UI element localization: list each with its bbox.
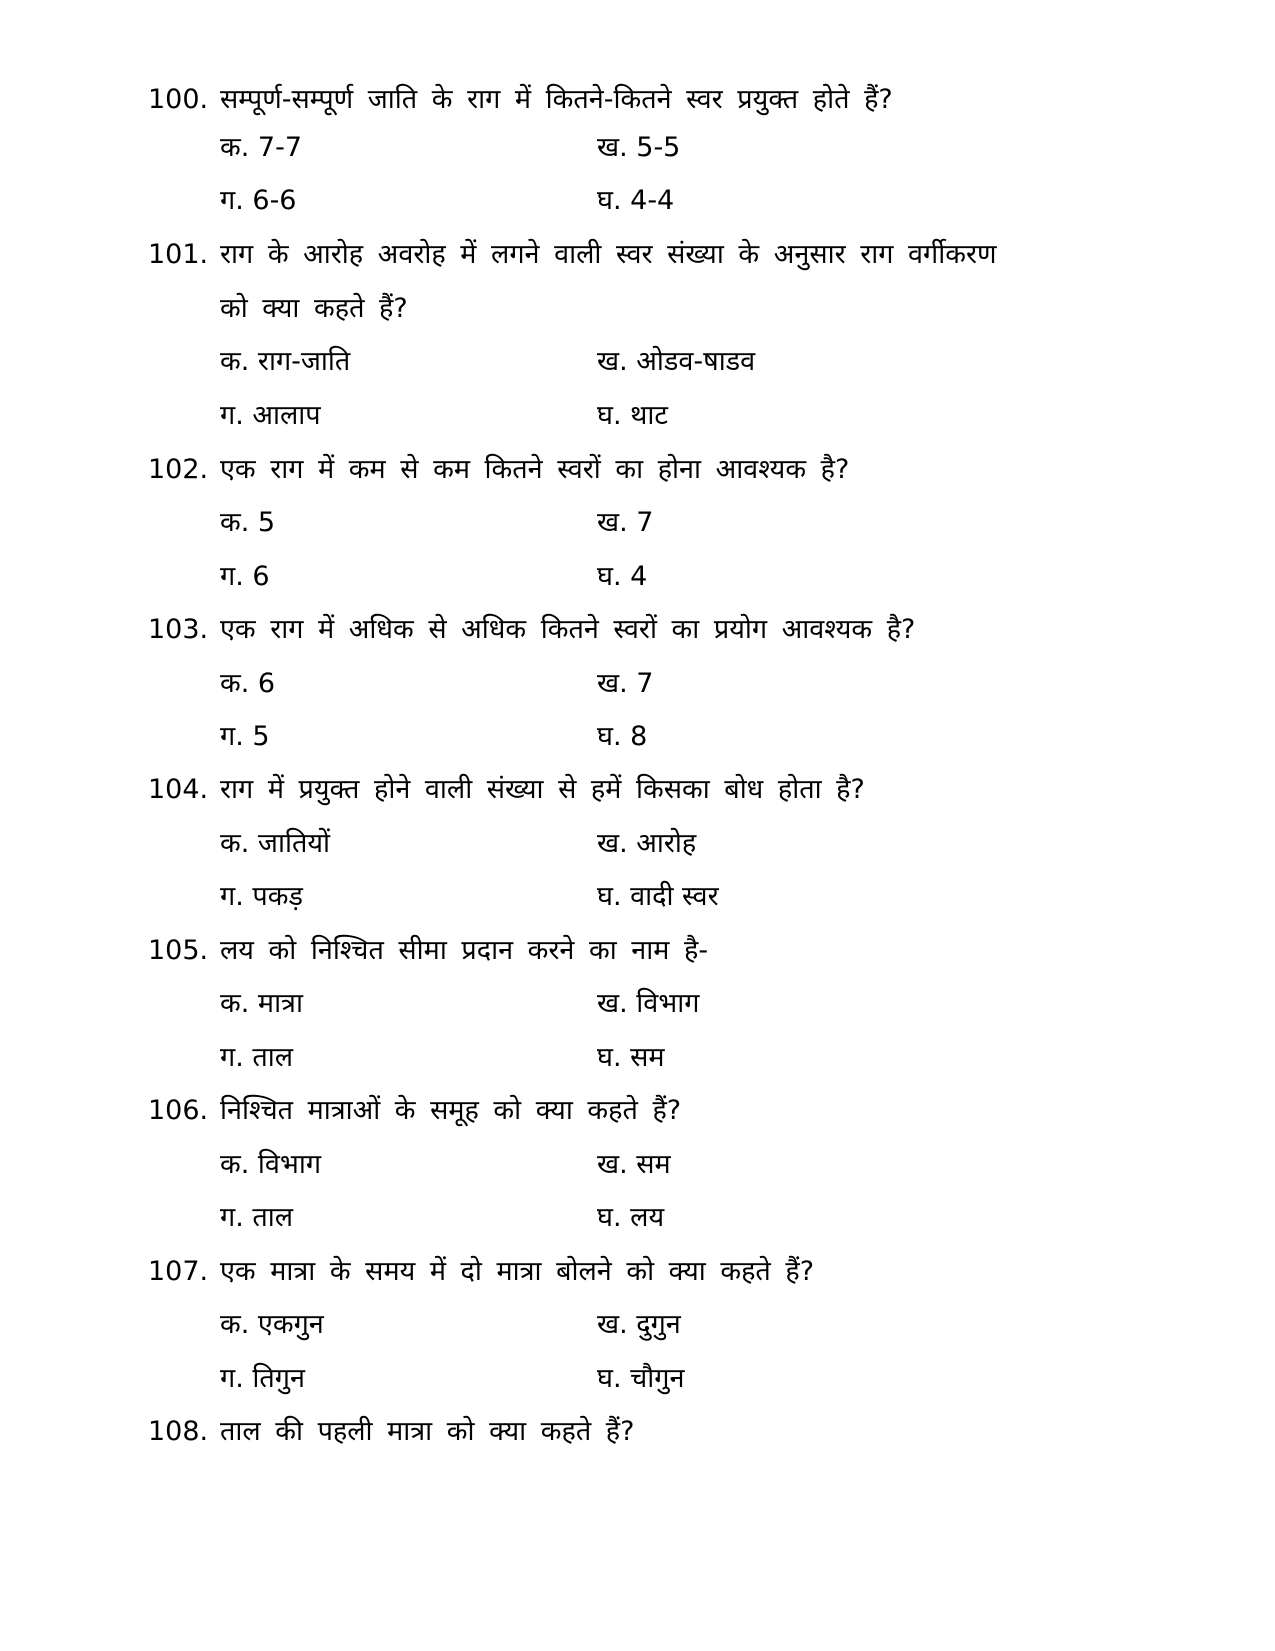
option-gha bbox=[597, 1361, 684, 1397]
option-gha bbox=[597, 398, 668, 434]
question-number: 101. bbox=[148, 239, 209, 270]
option-text: तिगुन bbox=[252, 1363, 305, 1394]
question-text: सम्पूर्ण-सम्पूर्ण जाति के राग में कितने-कितने स्वर प्रयुक्त होते हैं? bbox=[220, 84, 893, 115]
option-gha bbox=[597, 1200, 664, 1236]
option-label: ग. bbox=[220, 1042, 244, 1073]
option-label: ग. bbox=[220, 400, 244, 431]
option-label: ग. bbox=[220, 1363, 244, 1394]
option-text: ताल bbox=[252, 1202, 294, 1233]
option-text: विभाग bbox=[636, 988, 700, 1019]
option-label: घ. bbox=[597, 561, 622, 592]
option-label: क. bbox=[220, 346, 250, 377]
option-gha bbox=[597, 719, 647, 755]
option-label: क. bbox=[220, 988, 250, 1019]
option-gha bbox=[597, 1040, 665, 1076]
option-kha bbox=[597, 826, 696, 862]
option-label: ख. bbox=[597, 132, 628, 163]
option-ka bbox=[220, 505, 275, 541]
option-text: जातियों bbox=[257, 828, 330, 859]
option-text: 4 bbox=[630, 561, 648, 592]
option-label: घ. bbox=[597, 881, 622, 912]
option-text: ताल bbox=[252, 1042, 294, 1073]
question-number: 108. bbox=[148, 1416, 209, 1447]
option-gha bbox=[597, 183, 674, 219]
option-text: 6 bbox=[257, 668, 276, 699]
question-number: 102. bbox=[148, 454, 209, 485]
option-gha bbox=[597, 879, 719, 915]
option-label: क. bbox=[220, 132, 250, 163]
option-text: आलाप bbox=[252, 400, 321, 431]
option-text: ओडव-षाडव bbox=[636, 346, 756, 377]
option-label: ग. bbox=[220, 185, 244, 216]
option-kha bbox=[597, 344, 755, 380]
option-text: मात्रा bbox=[257, 988, 303, 1019]
option-text: सम bbox=[630, 1042, 665, 1073]
option-text: थाट bbox=[630, 400, 668, 431]
option-ka bbox=[220, 666, 275, 702]
question-text: एक राग में कम से कम कितने स्वरों का होना आवश्यक है? bbox=[220, 454, 850, 485]
option-ka bbox=[220, 986, 303, 1022]
question-text: राग में प्रयुक्त होने वाली संख्या से हमें किसका बोध होता है? bbox=[220, 774, 865, 805]
option-label: क. bbox=[220, 507, 250, 538]
option-kha bbox=[597, 130, 680, 166]
option-text: 7 bbox=[636, 507, 654, 538]
option-text: 5 bbox=[257, 507, 276, 538]
option-ka bbox=[220, 344, 350, 380]
option-text: 7 bbox=[636, 668, 654, 699]
option-text: सम bbox=[636, 1149, 671, 1180]
option-text: दुगुन bbox=[636, 1309, 681, 1340]
option-label: ख. bbox=[597, 1149, 628, 1180]
question-text: एक मात्रा के समय में दो मात्रा बोलने को क्या कहते हैं? bbox=[220, 1256, 815, 1287]
question-text: राग के आरोह अवरोह में लगने वाली स्वर संख्या के अनुसार राग वर्गीकरण bbox=[220, 239, 997, 270]
question-text: एक राग में अधिक से अधिक कितने स्वरों का प्रयोग आवश्यक है? bbox=[220, 614, 916, 645]
option-text: विभाग bbox=[257, 1149, 322, 1180]
option-text: 8 bbox=[630, 721, 648, 752]
option-label: घ. bbox=[597, 721, 622, 752]
option-gha bbox=[597, 559, 647, 595]
option-label: घ. bbox=[597, 400, 622, 431]
option-text: आरोह bbox=[636, 828, 697, 859]
option-kha bbox=[597, 986, 699, 1022]
option-ga bbox=[220, 398, 321, 434]
option-ga bbox=[220, 1040, 293, 1076]
question-number: 107. bbox=[148, 1256, 209, 1287]
option-ka bbox=[220, 1147, 321, 1183]
option-text: वादी स्वर bbox=[630, 881, 719, 912]
option-ga bbox=[220, 1200, 293, 1236]
option-label: क. bbox=[220, 1149, 250, 1180]
question-text-continued: को क्या कहते हैं? bbox=[220, 293, 408, 324]
question-text: ताल की पहली मात्रा को क्या कहते हैं? bbox=[220, 1416, 635, 1447]
option-text: एकगुन bbox=[257, 1309, 324, 1340]
option-label: ख. bbox=[597, 668, 628, 699]
option-label: ख. bbox=[597, 988, 628, 1019]
option-label: ग. bbox=[220, 881, 244, 912]
option-text: चौगुन bbox=[630, 1363, 685, 1394]
option-ga bbox=[220, 719, 270, 755]
option-label: ग. bbox=[220, 721, 244, 752]
question-number: 100. bbox=[148, 84, 209, 115]
option-label: घ. bbox=[597, 185, 622, 216]
question-number: 106. bbox=[148, 1095, 209, 1126]
option-label: ख. bbox=[597, 828, 628, 859]
option-label: ख. bbox=[597, 507, 628, 538]
option-ga bbox=[220, 559, 270, 595]
question-number: 104. bbox=[148, 774, 209, 805]
option-label: ग. bbox=[220, 561, 244, 592]
option-ka bbox=[220, 130, 302, 166]
option-text: 7-7 bbox=[257, 132, 303, 163]
option-label: ख. bbox=[597, 1309, 628, 1340]
option-text: पकड़ bbox=[252, 881, 303, 912]
option-label: क. bbox=[220, 1309, 250, 1340]
option-text: राग-जाति bbox=[257, 346, 351, 377]
option-text: 4-4 bbox=[630, 185, 675, 216]
option-label: ग. bbox=[220, 1202, 244, 1233]
option-label: क. bbox=[220, 828, 250, 859]
question-text: निश्चित मात्राओं के समूह को क्या कहते हैं? bbox=[220, 1095, 682, 1126]
option-label: ख. bbox=[597, 346, 628, 377]
option-text: 5-5 bbox=[636, 132, 681, 163]
question-text: लय को निश्चित सीमा प्रदान करने का नाम है- bbox=[220, 935, 709, 966]
option-text: 6-6 bbox=[252, 185, 297, 216]
option-ka bbox=[220, 826, 330, 862]
option-text: 6 bbox=[252, 561, 270, 592]
option-label: क. bbox=[220, 668, 250, 699]
option-kha bbox=[597, 666, 653, 702]
option-ka bbox=[220, 1307, 324, 1343]
option-kha bbox=[597, 1147, 671, 1183]
option-label: घ. bbox=[597, 1042, 622, 1073]
option-ga bbox=[220, 183, 297, 219]
option-kha bbox=[597, 505, 653, 541]
option-kha bbox=[597, 1307, 681, 1343]
option-ga bbox=[220, 1361, 305, 1397]
option-label: घ. bbox=[597, 1363, 622, 1394]
question-number: 103. bbox=[148, 614, 209, 645]
option-text: लय bbox=[630, 1202, 665, 1233]
option-text: 5 bbox=[252, 721, 270, 752]
option-label: घ. bbox=[597, 1202, 622, 1233]
option-ga bbox=[220, 879, 303, 915]
question-number: 105. bbox=[148, 935, 209, 966]
